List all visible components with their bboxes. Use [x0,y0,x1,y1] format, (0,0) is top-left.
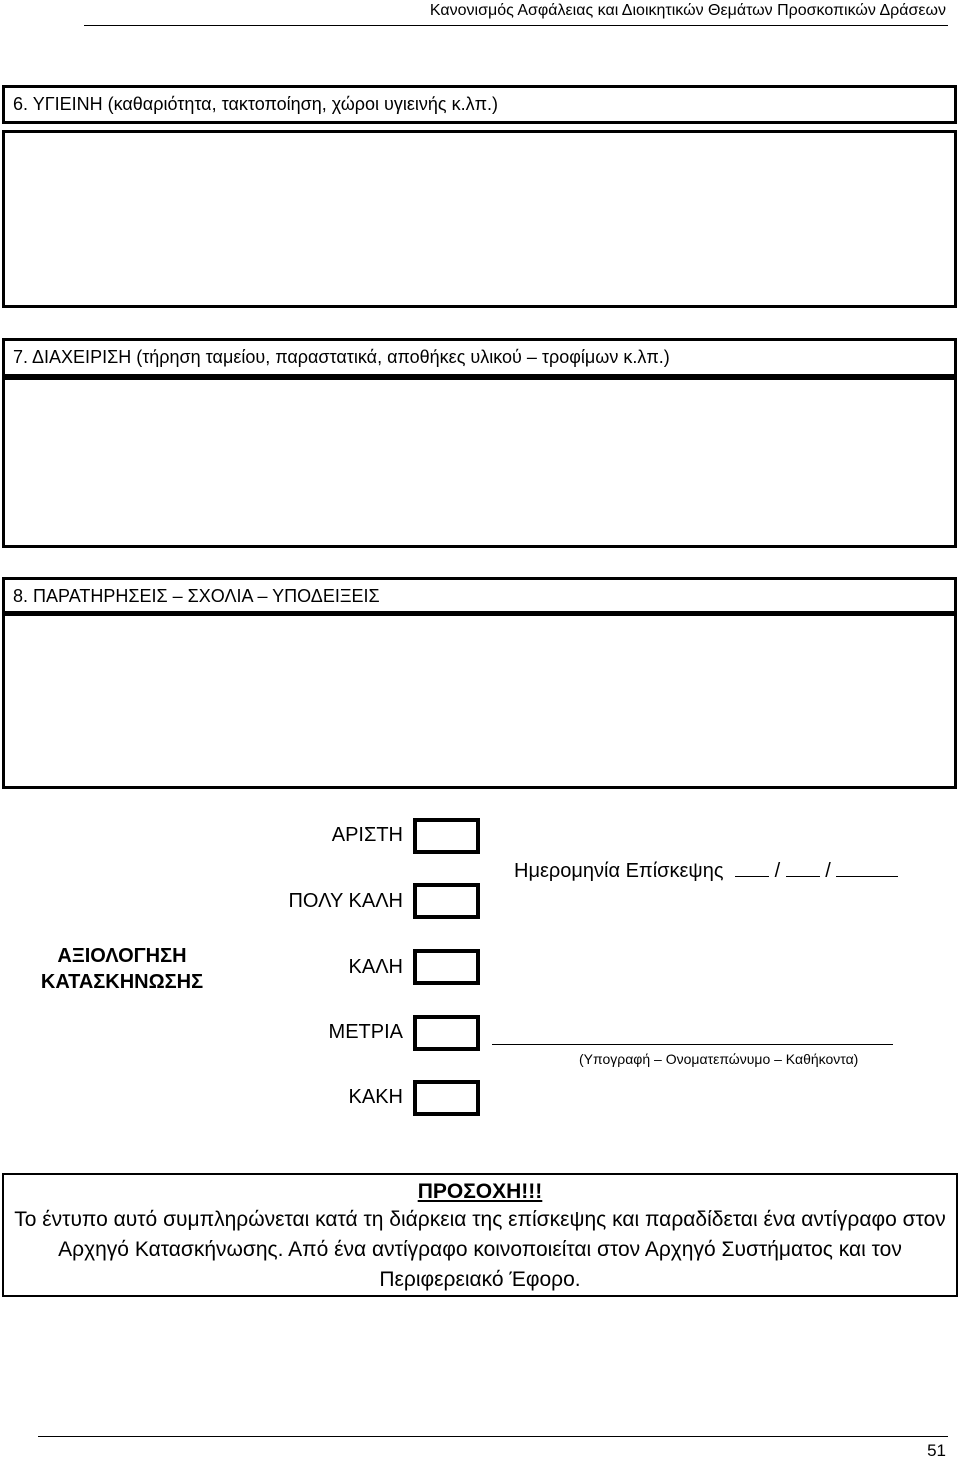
notice-title: ΠΡΟΣΟΧΗ!!! [417,1180,543,1203]
signature-line[interactable] [492,1044,893,1045]
rating-label-poor: ΚΑΚΗ [348,1086,403,1108]
page-number: 51 [927,1441,946,1460]
rating-label-excellent: ΑΡΙΣΤΗ [331,824,403,846]
rating-checkbox-average[interactable] [413,1015,480,1051]
visit-date-month-field[interactable] [786,858,820,877]
section-8-label: 8. ΠΑΡΑΤΗΡΗΣΕΙΣ – ΣΧΟΛΙΑ – ΥΠΟΔΕΙΞΕΙΣ [2,577,957,616]
rating-checkbox-excellent[interactable] [413,818,480,854]
rating-label-average: ΜΕΤΡΙΑ [328,1021,403,1043]
rating-label-very-good: ΠΟΛΥ ΚΑΛΗ [288,890,403,912]
rating-checkbox-good[interactable] [413,949,480,985]
notice-text: Το έντυπο αυτό συμπληρώνεται κατά τη διάρκεια της επίσκεψης και παραδίδεται ένα αντίγραφο στον Αρχηγό Κατασκήνωσης. Από ένα αντίγραφο κοινοποιείται στον Αρχηγό Συστήματος και τον Περιφερειακό Έφορο. [14,1208,946,1291]
visit-date-day-field[interactable] [735,858,769,877]
running-header: Κανονισμός Ασφάλειας και Διοικητικών Θεμάτων Προσκοπικών Δράσεων [429,2,946,19]
section-7-label: 7. ΔΙΑΧΕΙΡΙΣΗ (τήρηση ταμείου, παραστατικά, αποθήκες υλικού – τροφίμων κ.λπ.) [2,338,957,377]
rating-checkbox-poor[interactable] [413,1080,480,1116]
section-7-field[interactable] [2,377,957,548]
visit-date-separator-1: / [774,860,781,882]
section-8-field[interactable] [2,611,957,789]
section-6-field[interactable] [2,130,957,308]
visit-date-separator-2: / [825,860,831,882]
evaluation-title: ΑΞΙΟΛΟΓΗΣΗ ΚΑΤΑΣΚΗΝΩΣΗΣ [40,945,204,993]
signature-caption: (Υπογραφή – Ονοματεπώνυμο – Καθήκοντα) [579,1051,859,1067]
notice-box [2,1173,958,1297]
rating-checkbox-very-good[interactable] [413,883,480,919]
visit-date-label: Ημερομηνία Επίσκεψης [514,860,724,882]
visit-date [514,858,898,883]
visit-date-year-field[interactable] [836,858,898,877]
section-6-label: 6. ΥΓΙΕΙΝΗ (καθαριότητα, τακτοποίηση, χώροι υγιεινής κ.λπ.) [2,85,957,124]
footer-rule [38,1436,948,1437]
header-rule [84,25,948,26]
rating-label-good: ΚΑΛΗ [348,956,403,978]
